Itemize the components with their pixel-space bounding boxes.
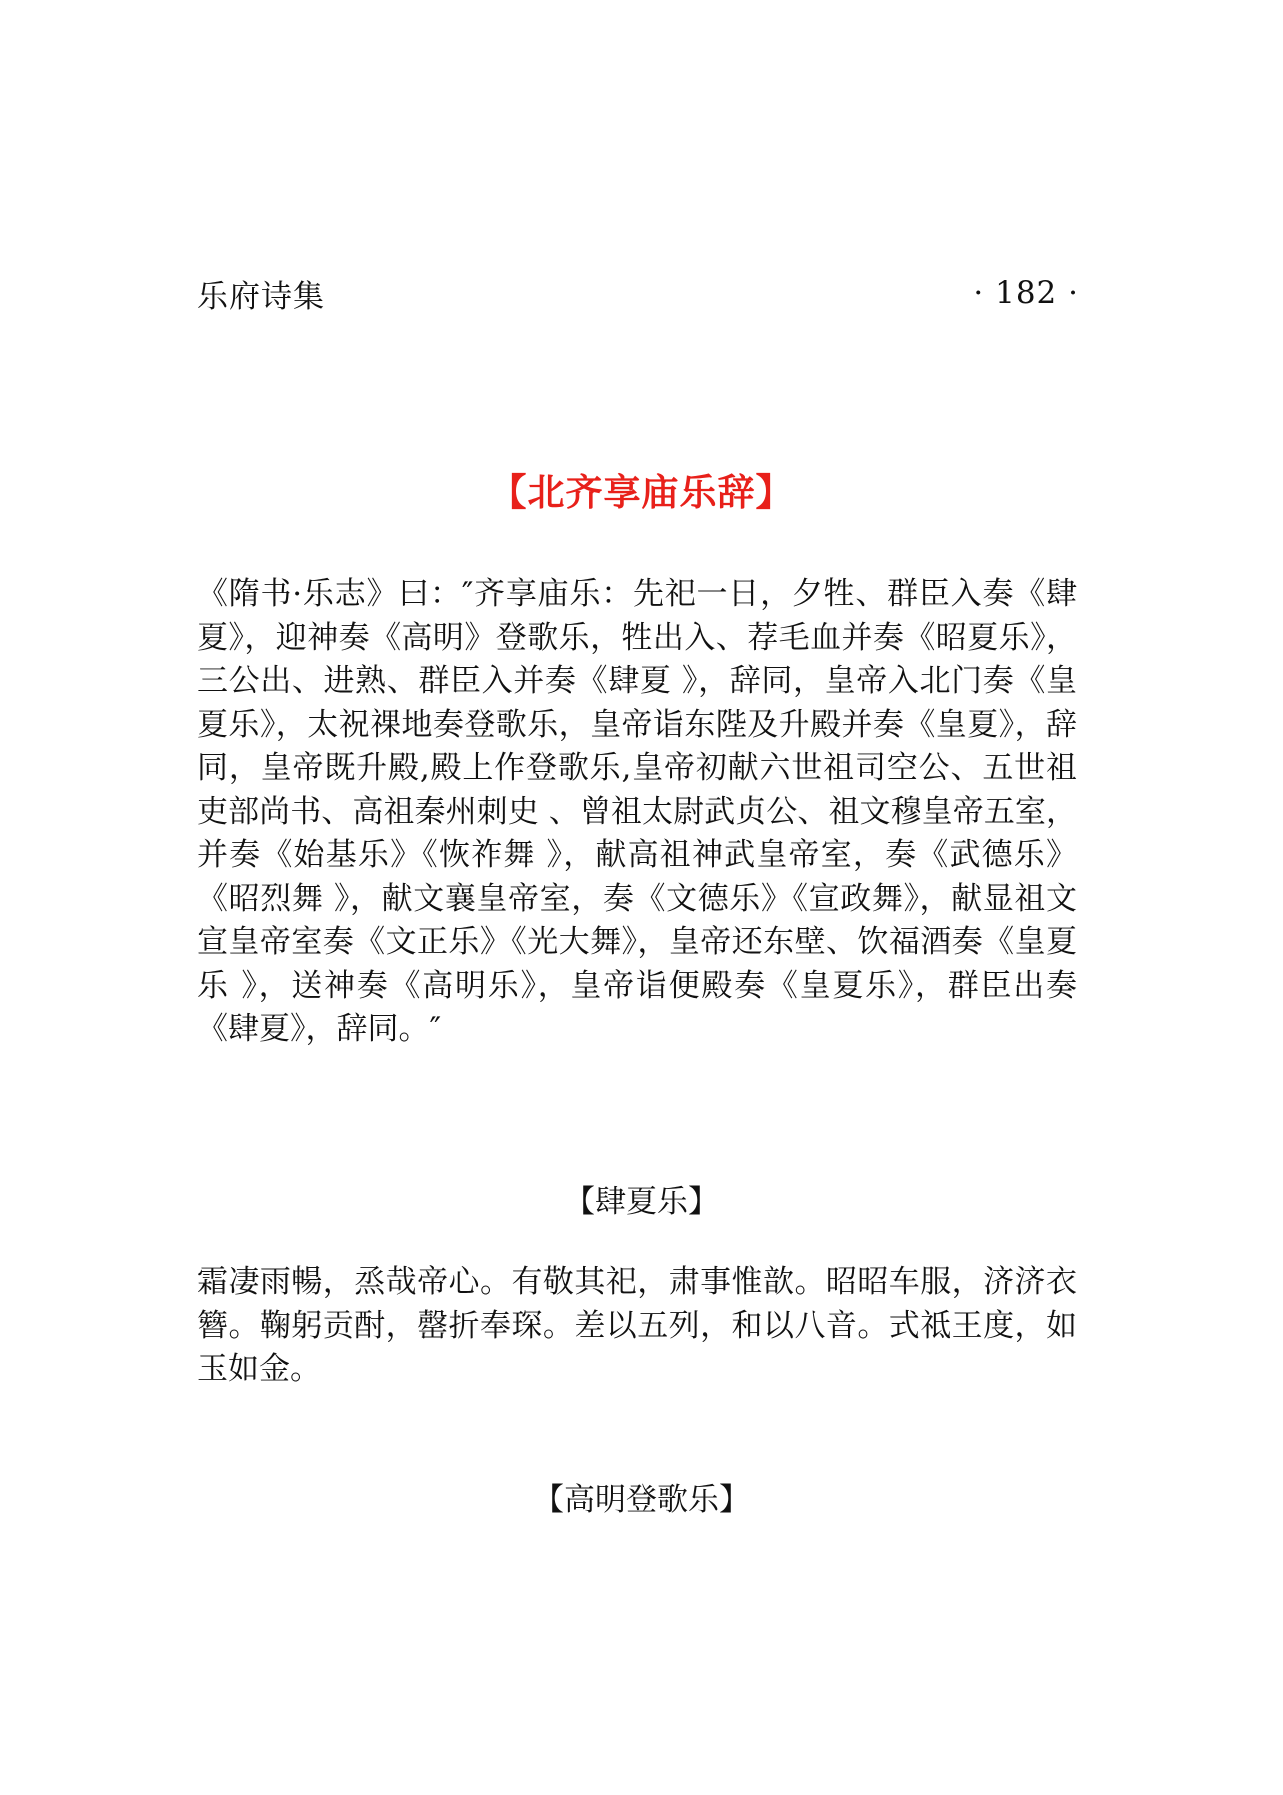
section-title: 【北齐享庙乐辞】 — [489, 471, 794, 514]
book-title: 乐府诗集 — [197, 278, 325, 315]
running-header — [197, 268, 1079, 318]
poem-title: 【高明登歌乐】 — [533, 1482, 750, 1518]
page-number: · 182 · — [973, 275, 1079, 311]
intro-paragraph: 《隋书·乐志》曰：″齐享庙乐：先祀一日，夕牲、群臣入奏《肆夏》，迎神奏《高明》登歌乐，牲出入、荐毛血并奏《昭夏乐》，三公出、进熟、群臣入并奏《肆夏 》，辞同，皇帝入北门奏《皇夏乐》，太祝祼地奏登歌乐，皇帝诣东陛及升殿并奏《皇夏》，辞同，皇帝既升殿,殿上作登歌乐,皇帝初献六世祖司空公、五世祖吏部尚书、高祖秦州刺史 、曾祖太尉武贞公、祖文穆皇帝五室，并奏《始基乐》《恢祚舞 》，献高祖神武皇帝室，奏《武德乐》《昭烈舞 》，献文襄皇帝室，奏《文德乐》《宣政舞》，献显祖文宣皇帝室奏《文正乐》《光大舞》，皇帝还东壁、饮福酒奏《皇夏乐 》，送神奏《高明乐》，皇帝诣便殿奏《皇夏乐》，群臣出奏《肆夏》，辞同。″ — [197, 576, 1077, 1047]
poem-text: 霜凄雨暢，烝哉帝心。有敬其祀，肃事惟歆。昭昭车服，济济衣簪。鞠躬贡酎，罄折奉琛。差以五列，和以八音。式祗王度，如玉如金。 — [197, 1264, 1077, 1387]
poem-title: 【肆夏乐】 — [564, 1184, 719, 1220]
